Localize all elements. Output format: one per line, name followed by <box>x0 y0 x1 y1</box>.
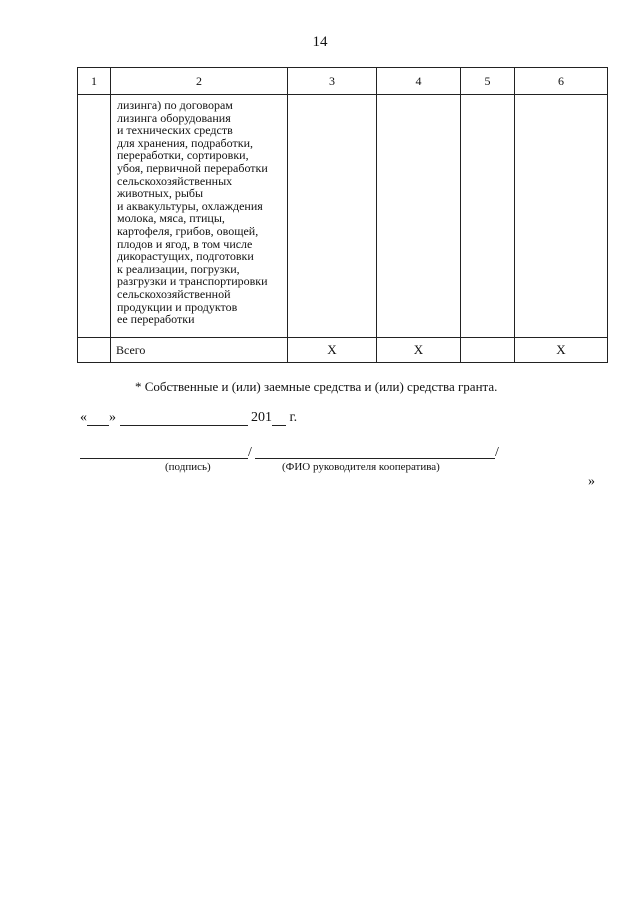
text-line: молока, мяса, птицы, <box>117 211 225 226</box>
text-line: картофеля, грибов, овощей, <box>117 223 259 238</box>
text-line: сельскохозяйственных <box>117 173 233 188</box>
signature-blank <box>80 457 248 459</box>
total-cell-5 <box>461 338 515 363</box>
total-cell-3: Х <box>288 338 377 363</box>
text-line: и технических средств <box>117 123 233 138</box>
data-table <box>77 67 608 363</box>
table-cell <box>78 338 111 363</box>
text-line: разгрузки и транспортировки <box>117 274 268 289</box>
date-line <box>80 410 297 426</box>
text-line: лизинга оборудования <box>117 110 231 125</box>
total-label <box>111 338 288 363</box>
page-number: 14 <box>312 34 328 50</box>
table-row <box>78 95 608 338</box>
table-cell <box>288 95 377 338</box>
column-header: 2 <box>111 68 288 95</box>
text-line: ее переработки <box>117 312 195 327</box>
table-cell <box>78 95 111 338</box>
date-close-quote: » <box>109 410 116 425</box>
column-header: 6 <box>515 68 608 95</box>
total-cell-6: Х <box>515 338 608 363</box>
date-open-quote: « <box>80 410 87 425</box>
text-line: к реализации, погрузки, <box>117 261 240 276</box>
total-cell-4: Х <box>377 338 461 363</box>
month-blank <box>120 411 248 426</box>
text-line: для хранения, подработки, <box>117 135 254 150</box>
column-header: 3 <box>288 68 377 95</box>
separator-slash: / <box>248 445 252 460</box>
year-prefix: 201 <box>251 410 272 425</box>
year-suffix: г. <box>289 410 298 425</box>
name-blank <box>255 457 495 459</box>
total-label-text: Всего <box>116 342 146 357</box>
end-slash: / <box>495 445 499 460</box>
text-line: животных, рыбы <box>117 186 204 201</box>
column-header: 4 <box>377 68 461 95</box>
table-cell <box>515 95 608 338</box>
text-line: плодов и ягод, в том числе <box>117 236 253 251</box>
column-header: 5 <box>461 68 515 95</box>
text-line: убоя, первичной переработки <box>117 160 268 175</box>
table-header-row <box>78 68 608 95</box>
text-line: продукции и продуктов <box>117 299 238 314</box>
text-line: сельскохозяйственной <box>117 286 231 301</box>
footnote: * Собственные и (или) заемные средства и (или) средства гранта. <box>135 379 498 394</box>
day-blank <box>87 411 109 426</box>
column-header: 1 <box>78 68 111 95</box>
text-line: дикорастущих, подготовки <box>117 249 254 264</box>
closing-quote: » <box>588 474 595 489</box>
signature-line <box>80 445 500 459</box>
text-line: переработки, сортировки, <box>117 148 249 163</box>
table-total-row <box>78 338 608 363</box>
table-cell-description <box>111 95 288 338</box>
table-cell <box>377 95 461 338</box>
year-blank <box>272 411 286 426</box>
signature-caption: (подпись) <box>165 461 211 473</box>
table-cell <box>461 95 515 338</box>
name-caption: (ФИО руководителя кооператива) <box>282 461 440 473</box>
text-line: и аквакультуры, охлаждения <box>117 198 263 213</box>
text-line: лизинга) по договорам <box>117 98 233 112</box>
